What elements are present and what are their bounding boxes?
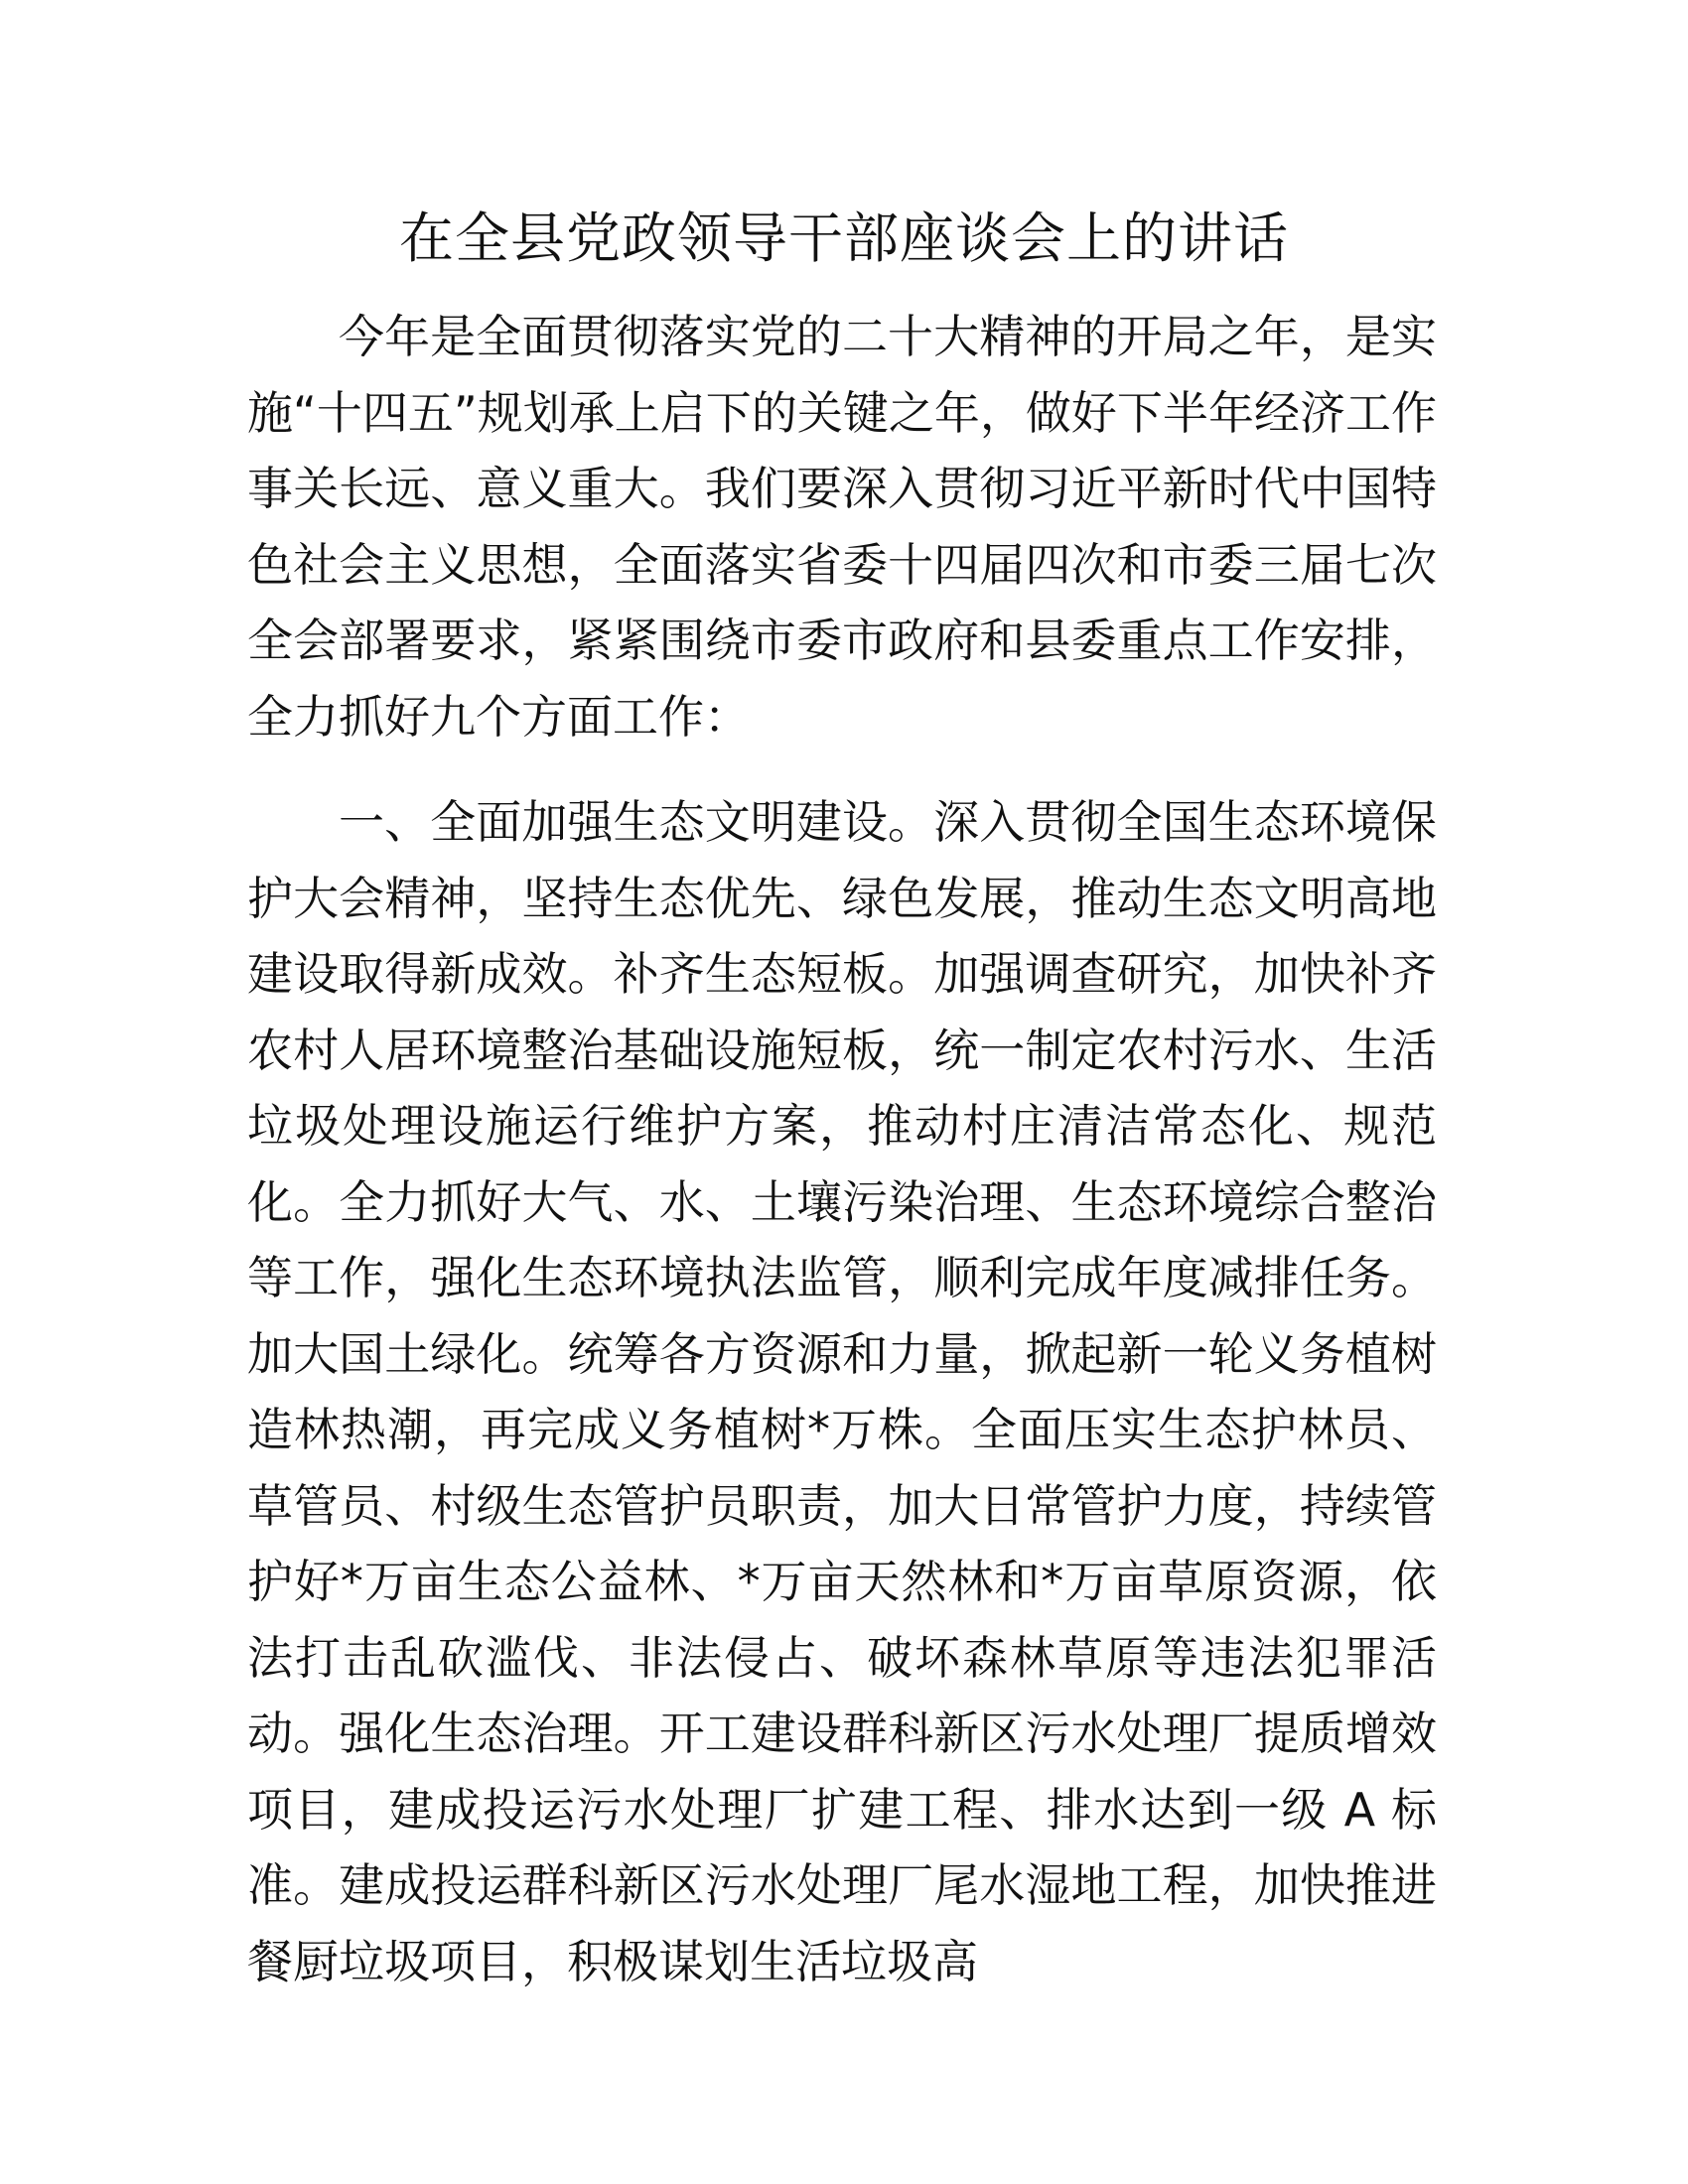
paragraph-section-one: 一、全面加强生态文明建设。深入贯彻全国生态环境保护大会精神，坚持生态优先、绿色发展，推动生态文明高地建设取得新成效。补齐生态短板。加强调查研究，加快补齐农村人居环境整治基础设施短板，统一制定农村污水、生活垃圾处理设施运行维护方案，推动村庄清洁常态化、规范化。全力抓好大气、水、土壤污染治理、生态环境综合整治等工作，强化生态环境执法监管，顺利完成年度减排任务。加大国土绿化。统筹各方资源和力量，掀起新一轮义务植树造林热潮，再完成义务植树*万株。全面压实生态护林员、草管员、村级生态管护员职责，加大日常管护力度，持续管护好*万亩生态公益林、*万亩天然林和*万亩草原资源，依法打击乱砍滥伐、非法侵占、破坏森林草原等违法犯罪活动。强化生态治理。开工建设群科新区污水处理厂提质增效项目，建成投运污水处理厂扩建工程、排水达到一级 A 标准。建成投运群科新区污水处理厂尾水湿地工程，加快推进餐厨垃圾项目，积极谋划生活垃圾高 xyxy=(247,795,1437,1988)
document-title: 在全县党政领导干部座谈会上的讲话 xyxy=(398,206,1289,270)
paragraph-intro: 今年是全面贯彻落实党的二十大精神的开局之年，是实施“十四五”规划承上启下的关键之年，做好下半年经济工作事关长远、意义重大。我们要深入贯彻习近平新时代中国特色社会主义思想，全面落实省委十四届四次和市委三届七次全会部署要求，紧紧围绕市委市政府和县委重点工作安排，全力抓好九个方面工作： xyxy=(247,310,1437,744)
